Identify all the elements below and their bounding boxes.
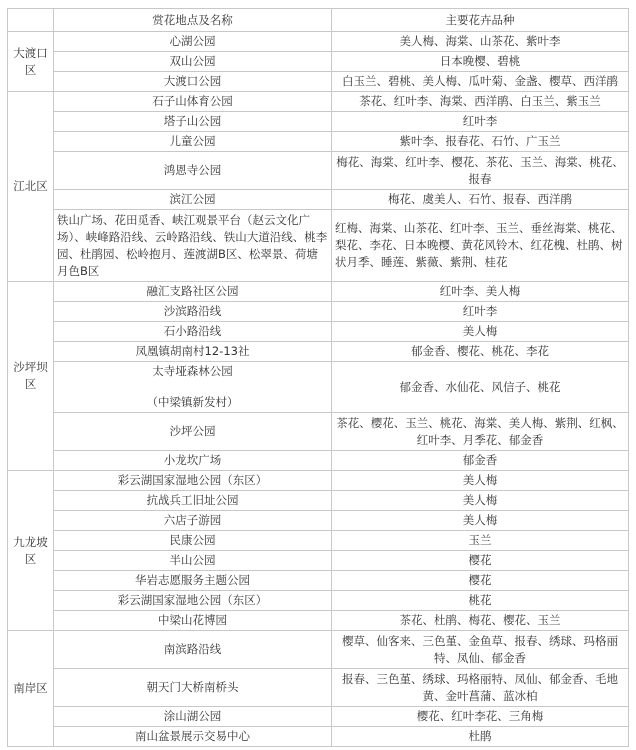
flowers-cell: 桃花 — [332, 591, 629, 611]
flowers-cell: 紫叶李、报春花、石竹、广玉兰 — [332, 132, 629, 152]
table-row — [8, 413, 629, 451]
district-cell: 大渡口区 — [8, 32, 54, 92]
table-row — [8, 92, 629, 112]
location-cell: 滨江公园 — [54, 190, 332, 210]
flowers-cell: 红叶李 — [332, 112, 629, 132]
flowers-cell: 樱草、仙客来、三色堇、金鱼草、报春、绣球、玛格丽特、凤仙、郁金香 — [332, 631, 629, 669]
flowers-cell: 茶花、樱花、玉兰、桃花、海棠、美人梅、紫荆、红枫、红叶李、月季花、郁金香 — [332, 413, 629, 451]
location-cell: 朝天门大桥南桥头 — [54, 669, 332, 707]
location-cell: 石小路沿线 — [54, 322, 332, 342]
location-cell — [54, 362, 332, 413]
location-cell: 融汇支路社区公园 — [54, 282, 332, 302]
table-row — [8, 152, 629, 190]
table-row — [8, 707, 629, 727]
location-cell: 彩云湖国家湿地公园（东区） — [54, 471, 332, 491]
flowers-cell: 美人梅 — [332, 471, 629, 491]
table-row — [8, 302, 629, 322]
flowers-cell: 日本晚樱、碧桃 — [332, 52, 629, 72]
location-cell: 鸿恩寺公园 — [54, 152, 332, 190]
header-row — [8, 9, 629, 32]
table-row — [8, 531, 629, 551]
table-row — [8, 52, 629, 72]
location-cell: 抗战兵工旧址公园 — [54, 491, 332, 511]
table-row — [8, 72, 629, 92]
table-row — [8, 591, 629, 611]
flowers-cell: 郁金香、水仙花、风信子、桃花 — [332, 362, 629, 413]
location-cell: 心湖公园 — [54, 32, 332, 52]
location-cell: 儿童公园 — [54, 132, 332, 152]
table-row — [8, 322, 629, 342]
table-row — [8, 362, 629, 413]
location-note: （中梁镇新发村） — [146, 395, 239, 409]
location-cell: 沙滨路沿线 — [54, 302, 332, 322]
location-cell: 石子山体育公园 — [54, 92, 332, 112]
flowers-cell: 茶花、杜鹃、梅花、樱花、玉兰 — [332, 611, 629, 631]
location-name: 太寺垭森林公园 — [152, 364, 233, 378]
location-cell: 双山公园 — [54, 52, 332, 72]
flowers-cell: 美人梅 — [332, 511, 629, 531]
table-row — [8, 511, 629, 531]
flowers-cell: 白玉兰、碧桃、美人梅、瓜叶菊、金盏、樱草、西洋鹃 — [332, 72, 629, 92]
location-cell: 铁山广场、花田觅香、峡江观景平台（赵云文化广场）、峡峰路沿线、云岭路沿线、铁山大道沿线、桃李园、杜鹃园、松岭抱月、莲渡湖B区、松翠景、荷塘月色B区 — [54, 210, 332, 282]
flowers-cell: 红叶李 — [332, 302, 629, 322]
location-cell: 涂山湖公园 — [54, 707, 332, 727]
table-row — [8, 491, 629, 511]
table-row — [8, 451, 629, 471]
location-cell: 彩云湖国家湿地公园（东区） — [54, 591, 332, 611]
location-cell: 小龙坎广场 — [54, 451, 332, 471]
flowers-cell: 报春、三色堇、绣球、玛格丽特、凤仙、郁金香、毛地黄、金叶菖蒲、蓝冰柏 — [332, 669, 629, 707]
location-cell: 南山盆景展示交易中心 — [54, 727, 332, 747]
flowers-cell: 郁金香、樱花、桃花、李花 — [332, 342, 629, 362]
flowers-cell: 杜鹃 — [332, 727, 629, 747]
table-row — [8, 132, 629, 152]
header-district — [8, 9, 54, 32]
flowers-cell: 樱花 — [332, 551, 629, 571]
location-cell: 六店子游园 — [54, 511, 332, 531]
table-row — [8, 32, 629, 52]
location-cell: 南滨路沿线 — [54, 631, 332, 669]
district-cell: 江北区 — [8, 92, 54, 282]
flowers-cell: 茶花、红叶李、海棠、西洋鹃、白玉兰、紫玉兰 — [332, 92, 629, 112]
header-flowers: 主要花卉品种 — [332, 9, 629, 32]
district-cell: 沙坪坝区 — [8, 282, 54, 471]
table-row — [8, 282, 629, 302]
table-row — [8, 551, 629, 571]
flowers-cell: 美人梅、海棠、山茶花、紫叶李 — [332, 32, 629, 52]
flowers-cell: 玉兰 — [332, 531, 629, 551]
table-row — [8, 471, 629, 491]
header-location: 赏花地点及名称 — [54, 9, 332, 32]
flowers-cell: 红梅、海棠、山茶花、红叶李、玉兰、垂丝海棠、桃花、梨花、李花、日本晚樱、黄花风铃木、红花槐、杜鹃、树状月季、睡莲、紫薇、紫荆、桂花 — [332, 210, 629, 282]
table-row — [8, 571, 629, 591]
flowers-cell: 郁金香 — [332, 451, 629, 471]
flowers-cell: 美人梅 — [332, 322, 629, 342]
flowers-cell: 美人梅 — [332, 491, 629, 511]
location-cell: 民康公园 — [54, 531, 332, 551]
table-row — [8, 631, 629, 669]
location-cell: 华岩志愿服务主题公园 — [54, 571, 332, 591]
table-row — [8, 210, 629, 282]
location-cell: 大渡口公园 — [54, 72, 332, 92]
location-cell: 塔子山公园 — [54, 112, 332, 132]
location-cell: 沙坪公园 — [54, 413, 332, 451]
flowers-cell: 红叶李、美人梅 — [332, 282, 629, 302]
table-row — [8, 611, 629, 631]
flowers-cell: 梅花、海棠、红叶李、樱花、茶花、玉兰、海棠、桃花、报春 — [332, 152, 629, 190]
location-cell: 中梁山花博园 — [54, 611, 332, 631]
district-cell: 南岸区 — [8, 631, 54, 747]
district-cell: 九龙坡区 — [8, 471, 54, 631]
table-row — [8, 112, 629, 132]
location-cell: 凤凰镇胡南村12-13社 — [54, 342, 332, 362]
table-row — [8, 190, 629, 210]
flowers-cell: 樱花、红叶李花、三角梅 — [332, 707, 629, 727]
flowers-cell: 樱花 — [332, 571, 629, 591]
flowers-cell: 梅花、虞美人、石竹、报春、西洋鹃 — [332, 190, 629, 210]
table-row — [8, 727, 629, 747]
location-cell: 半山公园 — [54, 551, 332, 571]
table-row — [8, 342, 629, 362]
flower-viewing-table — [7, 8, 629, 747]
table-row — [8, 669, 629, 707]
